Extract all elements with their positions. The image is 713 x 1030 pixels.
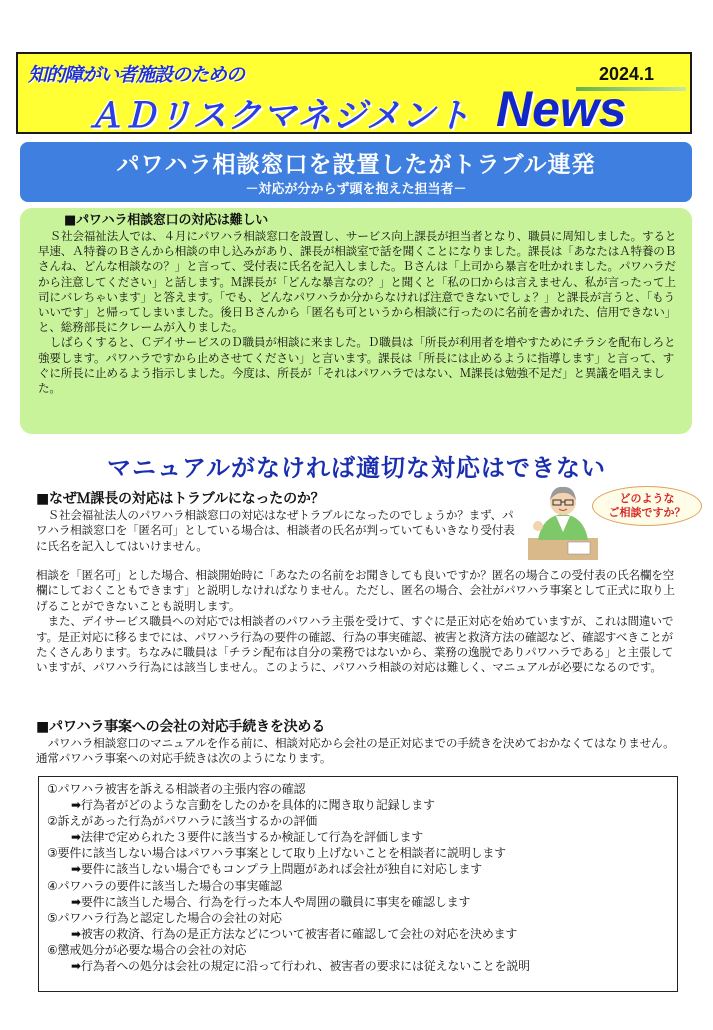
- procedure-step: ④パワハラの要件に該当した場合の事実確認: [47, 878, 282, 893]
- section-procedure-paragraph: パワハラ相談窓口のマニュアルを作る前に、相談対応から会社の是正対応までの手続きを決めておかなくてはなりません。通常パワハラ事案への対応手続きは次のようになります。: [36, 736, 675, 766]
- bubble-line-1: どのような: [619, 492, 675, 505]
- section-why-paragraph-1: Ｓ社会福祉法人のパワハラ相談窓口の対応はなぜトラブルになったのでしょうか？まず、パワハラ相談窓口を「匿名可」としている場合は、相談者の氏名が判っていてもいきなり受付表に氏名を記入してはいけません。: [36, 508, 515, 553]
- issue-date: 2024.1: [598, 64, 654, 84]
- procedure-detail: ➡法律で定められた３要件に該当するか検証して行為を評価します: [71, 830, 424, 845]
- procedure-step: ②訴えがあった行為がパワハラに該当するかの評価: [47, 814, 318, 829]
- arrow-right-icon: ➡: [71, 862, 81, 877]
- newsletter-header: [16, 52, 692, 137]
- case-study-box: [20, 208, 692, 434]
- procedure-step: ①パワハラ被害を訴える相談者の主張内容の確認: [47, 782, 306, 796]
- article-title-banner: [20, 142, 692, 202]
- arrow-right-icon: ➡: [71, 894, 81, 909]
- header-subtitle: 知的障がい者施設のための: [28, 64, 245, 86]
- section-procedure-heading: ■パワハラ事案への会社の対応手続きを決める: [36, 719, 326, 735]
- counselor-illustration-icon: [528, 482, 598, 560]
- section-headline: マニュアルがなければ適切な対応はできない: [106, 454, 607, 482]
- case-heading: ■パワハラ相談窓口の対応は難しい: [64, 213, 269, 228]
- procedure-detail: ➡要件に該当した場合、行為を行った本人や周囲の職員に事実を確認します: [71, 894, 471, 909]
- procedure-detail: ➡要件に該当しない場合でもコンプラ上問題があれば会社が独自に対応します: [71, 862, 483, 877]
- section-procedure: [36, 718, 678, 767]
- speech-bubble: [592, 486, 702, 526]
- arrow-right-icon: ➡: [71, 926, 81, 941]
- procedure-detail: ➡行為者への処分は会社の規定に沿って行われ、被害者の要求には従えないことを説明: [71, 959, 530, 974]
- procedure-step: ⑥懲戒処分が必要な場合の会社の対応: [47, 942, 247, 957]
- arrow-right-icon: ➡: [71, 830, 81, 845]
- bubble-line-2: ご相談ですか？: [608, 506, 686, 519]
- section-why-continued: [36, 568, 678, 676]
- section-why-paragraph-2: 相談を「匿名可」とした場合、相談開始時に「あなたの名前をお聞きしても良いですか？匿名の場合この受付表の氏名欄を空欄にしておくこともできます」と説明しなければなりません。ただし、匿名の場合、会社がパワハラ事案として正式に取り上げることができないことも説明します。: [36, 568, 675, 613]
- procedure-list-box: [38, 776, 678, 992]
- procedure-detail: ➡被害の救済、行為の是正方法などについて被害者に確認して会社の対応を決めます: [71, 926, 518, 941]
- arrow-right-icon: ➡: [71, 959, 81, 974]
- arrow-right-icon: ➡: [71, 798, 81, 813]
- section-why-heading: ■なぜＭ課長の対応はトラブルになったのか？: [36, 491, 325, 507]
- header-news-logo: News: [496, 81, 627, 137]
- procedure-step: ⑤パワハラ行為と認定した場合の会社の対応: [47, 910, 282, 925]
- article-title: パワハラ相談窓口を設置したがトラブル連発: [116, 152, 596, 178]
- section-why-paragraph-3: また、デイサービス職員への対応では相談者のパワハラ主張を受けて、すぐに是正対応を始めていますが、これは間違いです。是正対応に移るまでには、パワハラ行為の要件の確認、行為の事実確認、被害と救済方法の確認など、確認すべきことがたくさんあります。ちなみに職員は「チラシ配布は自分の業務ではないから、業務の逸脱でありパワハラである」と主張していますが、パワハラ行為には該当しません。このように、パワハラ相談の対応は難しく、マニュアルが必要になるのです。: [36, 614, 674, 675]
- header-title: ＡＤリスクマネジメント: [88, 96, 472, 136]
- procedure-detail: ➡行為者がどのような言動をしたのかを具体的に聞き取り記録します: [71, 798, 435, 813]
- procedure-step: ③要件に該当しない場合はパワハラ事案として取り上げないことを相談者に説明します: [47, 846, 506, 861]
- case-paragraph-1: Ｓ社会福祉法人では、４月にパワハラ相談窓口を設置し、サービス向上課長が担当者となり、職員に周知しました。すると早速、Ａ特養のＢさんから相談の申し込みがあり、課長が相談室で話を聞くことになりました。課長は「あなたはＡ特養のＢさんね、どんな相談なの？」と言って、受付表に氏名を記入しました。Ｂさんは「上司から暴言を吐かれました。パワハラだから注意してください」と話します。Ｍ課長が「どんな暴言なの？」と聞くと「私の口からは言えません、私が言ったって上司にバレちゃいます」と答えます。「でも、どんなパワハラか分からなければ注意できないでしょ？」と課長が言うと、「もういいです」と帰ってしまいました。後日Ｂさんから「匿名も可というから相談に行ったのに名前を書かれた、信用できない」と、総務部長にクレームが入りました。: [38, 229, 677, 335]
- case-paragraph-2: しばらくすると、ＣデイサービスのＤ職員が相談に来ました。Ｄ職員は「所長が利用者を増やすためにチラシを配布しろと強要します。パワハラですから止めさせてください」と言います。課長は「所長には止めるように指導します」と言って、すぐに所長に止めるよう指示しました。今度は、所長が「それはパワハラではない、Ｍ課長は勉強不足だ」と異議を唱えました。: [38, 335, 676, 396]
- article-subtitle: －対応が分からず頭を抱えた担当者－: [245, 182, 467, 197]
- section-why-trouble: [36, 490, 524, 554]
